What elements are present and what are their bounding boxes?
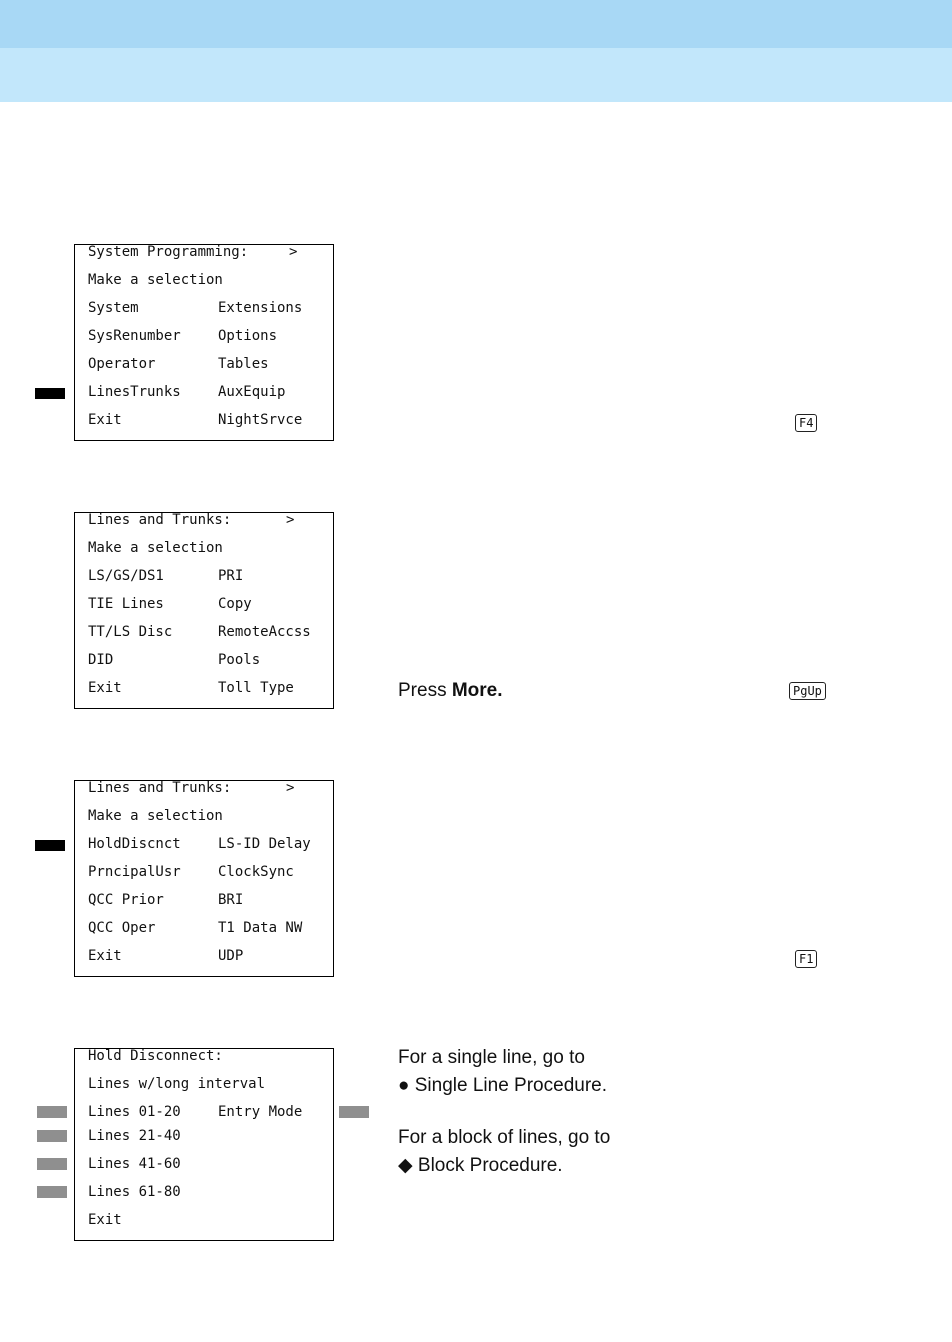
screen-title: Lines and Trunks: (88, 780, 232, 796)
display-screen-hold-disconnect (74, 1048, 334, 1241)
option-system[interactable]: System (88, 300, 139, 316)
option-entry-mode[interactable]: Entry Mode (218, 1104, 303, 1120)
option-tie-lines[interactable]: TIE Lines (88, 596, 164, 612)
option-linestrunks[interactable]: LinesTrunks (88, 384, 181, 400)
option-tables[interactable]: Tables (218, 356, 269, 372)
selection-marker (35, 388, 65, 399)
single-line-intro: For a single line, go to (398, 1047, 585, 1068)
option-bri[interactable]: BRI (218, 892, 244, 908)
key-f4[interactable]: F4 (795, 414, 817, 432)
more-arrow: > (286, 512, 295, 528)
option-extensions[interactable]: Extensions (218, 300, 303, 316)
option-prncipalusr[interactable]: PrncipalUsr (88, 864, 181, 880)
option-toll-type[interactable]: Toll Type (218, 680, 294, 696)
option-operator[interactable]: Operator (88, 356, 156, 372)
option-t1-data-nw[interactable]: T1 Data NW (218, 920, 303, 936)
screen-subtitle: Make a selection (88, 272, 223, 288)
line-button-marker (37, 1186, 67, 1198)
screen-title: Hold Disconnect: (88, 1048, 223, 1064)
screen-subtitle: Make a selection (88, 540, 223, 556)
block-intro: For a block of lines, go to (398, 1127, 611, 1148)
option-tt-ls-disc[interactable]: TT/LS Disc (88, 624, 173, 640)
single-line-procedure (398, 1074, 607, 1098)
line-button-marker (37, 1106, 67, 1118)
option-lines-61-80[interactable]: Lines 61-80 (88, 1184, 181, 1200)
line-button-marker (37, 1158, 67, 1170)
display-screen-system-programming (74, 244, 334, 441)
single-line-procedure-link[interactable]: Single Line Procedure. (409, 1075, 607, 1096)
option-lines-01-20[interactable]: Lines 01-20 (88, 1104, 181, 1120)
press-more-instruction (398, 679, 503, 703)
option-qcc-oper[interactable]: QCC Oper (88, 920, 156, 936)
more-arrow: > (286, 780, 295, 796)
header-band-bottom (0, 48, 952, 102)
press-text: Press (398, 680, 452, 701)
option-exit[interactable]: Exit (88, 948, 122, 964)
option-pri[interactable]: PRI (218, 568, 244, 584)
key-pgup[interactable]: PgUp (789, 682, 826, 700)
option-remoteaccss[interactable]: RemoteAccss (218, 624, 311, 640)
screen-title: System Programming: (88, 244, 249, 260)
option-ls-gs-ds1[interactable]: LS/GS/DS1 (88, 568, 164, 584)
screen-subtitle: Lines w/long interval (88, 1076, 266, 1092)
option-udp[interactable]: UDP (218, 948, 244, 964)
more-arrow: > (289, 244, 298, 260)
option-copy[interactable]: Copy (218, 596, 252, 612)
option-exit[interactable]: Exit (88, 1212, 122, 1228)
option-sysrenumber[interactable]: SysRenumber (88, 328, 181, 344)
key-f1[interactable]: F1 (795, 950, 817, 968)
option-exit[interactable]: Exit (88, 680, 122, 696)
option-pools[interactable]: Pools (218, 652, 261, 668)
display-screen-lines-trunks-1 (74, 512, 334, 709)
option-ls-id-delay[interactable]: LS-ID Delay (218, 836, 311, 852)
display-screen-lines-trunks-2 (74, 780, 334, 977)
option-holddiscnct[interactable]: HoldDiscnct (88, 836, 181, 852)
line-button-marker (37, 1130, 67, 1142)
selection-marker (35, 840, 65, 851)
screen-subtitle: Make a selection (88, 808, 223, 824)
option-lines-41-60[interactable]: Lines 41-60 (88, 1156, 181, 1172)
bullet-circle-icon: ● (398, 1075, 410, 1096)
option-options[interactable]: Options (218, 328, 278, 344)
block-procedure-link[interactable]: Block Procedure. (412, 1155, 563, 1176)
option-qcc-prior[interactable]: QCC Prior (88, 892, 164, 908)
option-did[interactable]: DID (88, 652, 114, 668)
option-exit[interactable]: Exit (88, 412, 122, 428)
option-auxequip[interactable]: AuxEquip (218, 384, 286, 400)
option-nightsrvce[interactable]: NightSrvce (218, 412, 303, 428)
option-clocksync[interactable]: ClockSync (218, 864, 294, 880)
header-band-top (0, 0, 952, 48)
more-text: More. (451, 680, 503, 701)
screen-title: Lines and Trunks: (88, 512, 232, 528)
option-lines-21-40[interactable]: Lines 21-40 (88, 1128, 181, 1144)
entry-mode-button-marker (339, 1106, 369, 1118)
bullet-diamond-icon: ◆ (398, 1155, 413, 1176)
block-procedure (398, 1154, 563, 1178)
